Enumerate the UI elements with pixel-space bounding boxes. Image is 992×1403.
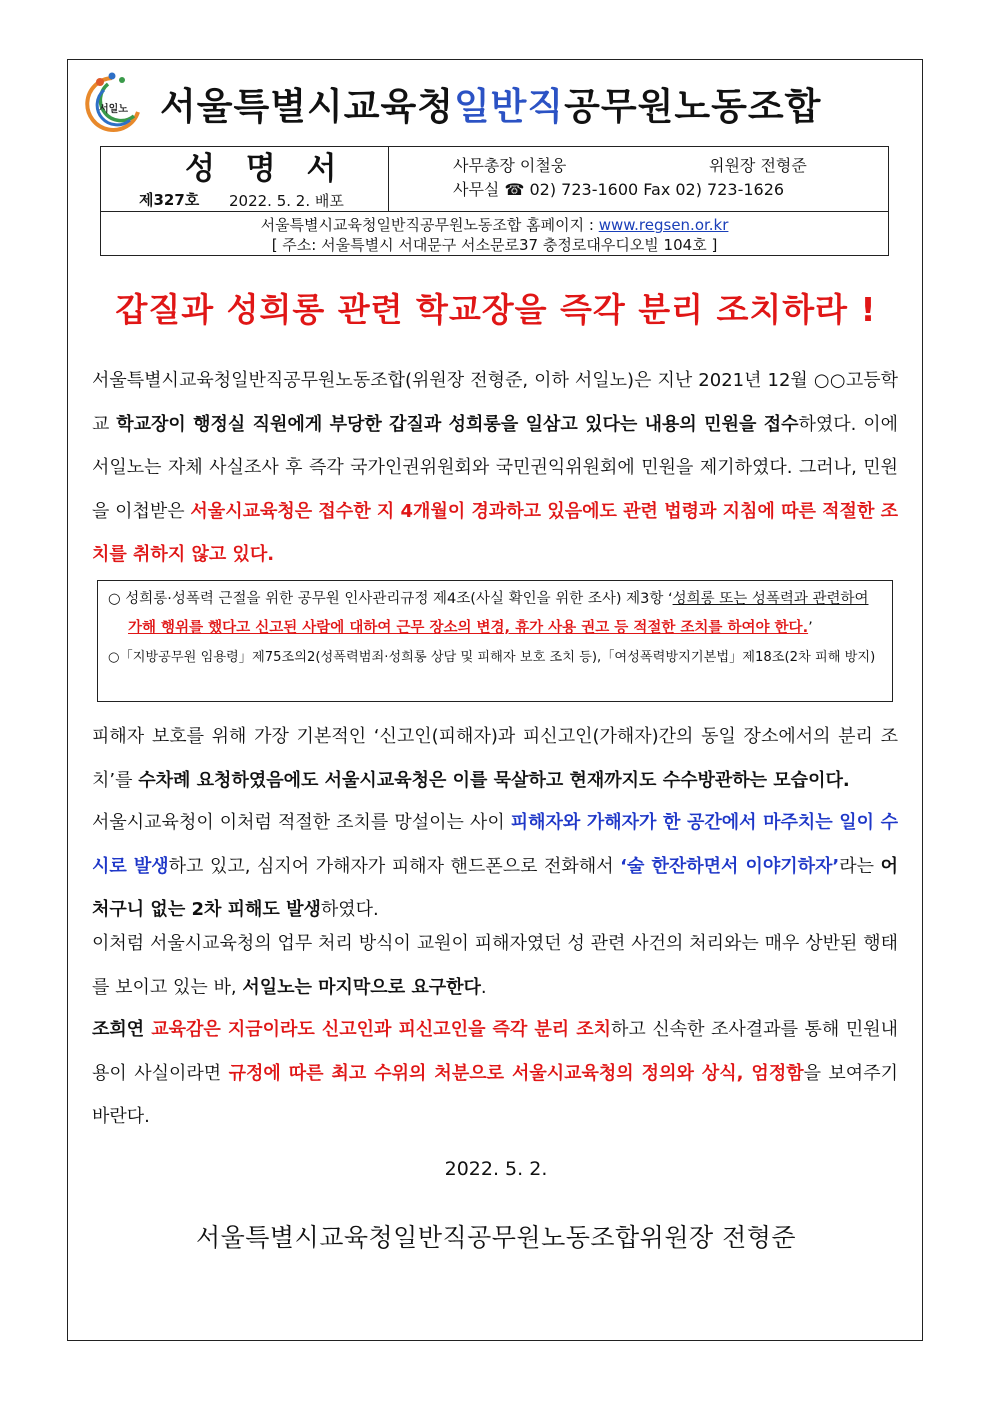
- header-box: [100, 146, 889, 256]
- issue-date: 2022. 5. 2. 배포: [229, 192, 344, 210]
- paragraph-5: 조희연 교육감은 지금이라도 신고인과 피신고인을 즉각 분리 조치하고 신속한 조사결과를 통해 민원내용이 사실이라면 규정에 따른 최고 수위의 처분으로 서울시교육청의 정의와 상식, 엄정함을 보여주기 바란다.: [92, 1019, 898, 1127]
- homepage-line: 서울특별시교육청일반직공무원노동조합 홈페이지 : www.regsen.or.kr: [260, 216, 729, 234]
- chairman: 위원장 전형준: [709, 156, 807, 175]
- reference-line-2: ○「지방공무원 임용령」제75조의2(성폭력범죄·성희롱 상담 및 피해자 보호 조치 등),「여성폭력방지기본법」제18조(2차 피해 방지): [108, 650, 876, 665]
- homepage-link[interactable]: www.regsen.or.kr: [598, 216, 729, 234]
- issue-number: 제327호: [139, 191, 200, 209]
- signer: 서울특별시교육청일반직공무원노동조합위원장 전형준: [195, 1223, 797, 1252]
- address-line: [ 주소: 서울특별시 서대문구 서소문로37 충정로대우디오빌 104호 ]: [271, 236, 718, 254]
- paragraph-4: 이처럼 서울시교육청의 업무 처리 방식이 교원이 피해자였던 성 관련 사건의 처리와는 매우 상반된 행태를 보이고 있는 바, 서일노는 마지막으로 요구한다.: [92, 933, 898, 998]
- regulation-reference-box: [97, 580, 893, 702]
- office-contact: 사무실 ☎ 02) 723-1600 Fax 02) 723-1626: [453, 180, 785, 199]
- paragraph-2: 피해자 보호를 위해 가장 기본적인 ‘신고인(피해자)과 피신고인(가해자)간의 동일 장소에서의 분리 조치’를 수차례 요청하였음에도 서울시교육청은 이를 묵살하고 현재까지도 수수방관하는 모습이다.: [92, 726, 898, 791]
- org-title: 서울특별시교육청일반직공무원노동조합: [160, 85, 822, 128]
- paragraph-1: 서울특별시교육청일반직공무원노동조합(위원장 전형준, 이하 서일노)은 지난 2021년 12월 ○○고등학교 학교장이 행정실 직원에게 부당한 갑질과 성희롱을 일삼고 있다는 내용의 민원을 접수하였다. 이에 서일노는 자체 사실조사 후 즉각 국가인권위원회와 국민권익위원회에 민원을 제기하였다. 그러나, 민원을 이첩받은 서울시교육청은 접수한 지 4개월이 경과하고 있음에도 관련 법령과 지침에 따른 적절한 조치를 취하지 않고 있다.: [92, 370, 899, 565]
- union-logo: [82, 70, 144, 136]
- logo-text: 서일노: [99, 104, 128, 115]
- doc-type: 성 명 서: [185, 151, 347, 187]
- header-bottom-cell: [101, 211, 888, 255]
- headline: 갑질과 성희롱 관련 학교장을 즉각 분리 조치하라 !: [115, 290, 877, 329]
- reference-line-1: ○ 성희롱·성폭력 근절을 위한 공무원 인사관리규정 제4조(사실 확인을 위한 조사) 제3항 ‘성희롱 또는 성폭력과 관련하여 가해 행위를 했다고 신고된 사람에 대하여 근무 장소의 변경, 휴가 사용 권고 등 적절한 조치를 하여야 한다.’: [108, 591, 869, 636]
- paragraph-3: 서울시교육청이 이처럼 적절한 조치를 망설이는 사이 피해자와 가해자가 한 공간에서 마주치는 일이 수시로 발생하고 있고, 심지어 가해자가 피해자 핸드폰으로 전화해서 ‘술 한잔하면서 이야기하자’라는 어처구니 없는 2차 피해도 발생하였다.: [92, 812, 898, 920]
- statement-date: 2022. 5. 2.: [444, 1158, 548, 1180]
- secretary-general: 사무총장 이철웅: [453, 156, 567, 175]
